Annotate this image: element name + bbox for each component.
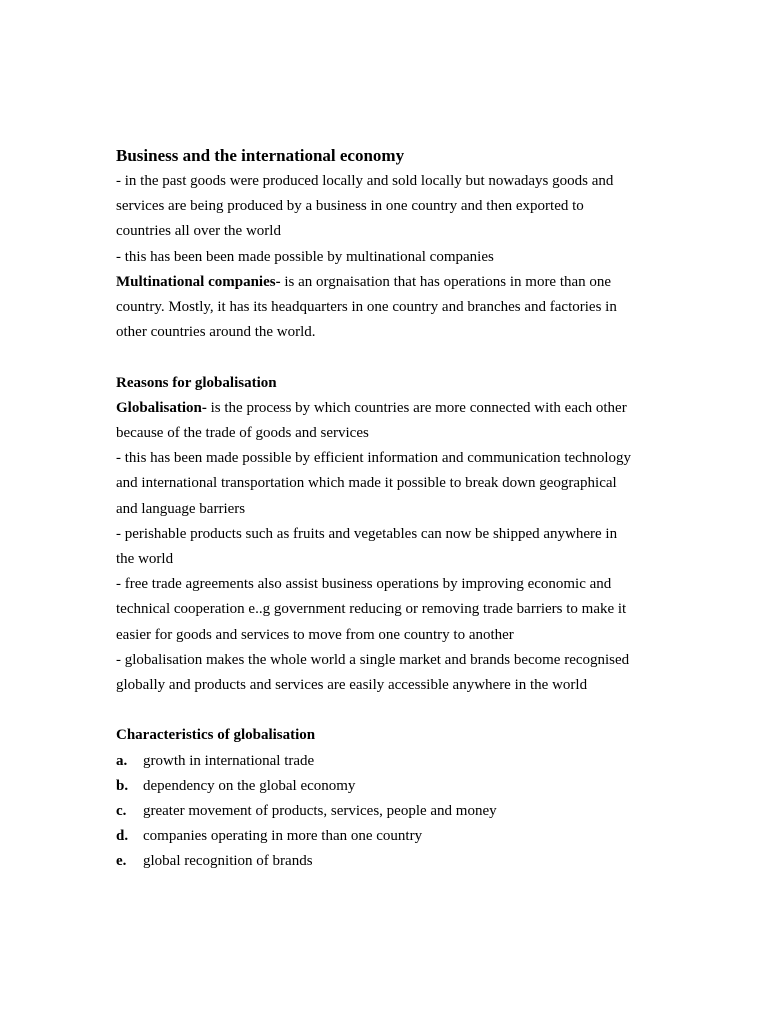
- paragraph-spacer: [116, 698, 656, 723]
- list-item: [116, 824, 656, 849]
- list-marker: d.: [116, 828, 129, 845]
- paragraph-line: - in the past goods were produced locally and sold locally but nowadays goods and: [116, 173, 614, 189]
- list-item: [116, 799, 656, 824]
- paragraph-line: easier for goods and services to move from one country to another: [116, 626, 514, 643]
- definition-globalisation: [116, 396, 656, 421]
- paragraph-line: - this has been made possible by efficient information and communication technology: [116, 450, 632, 467]
- paragraph-spacer: [116, 345, 656, 370]
- paragraph-line: because of the trade of goods and services: [116, 425, 369, 442]
- list-item-text: greater movement of products, services, people and money: [143, 803, 497, 820]
- list-marker: b.: [116, 777, 129, 794]
- list-marker: e.: [116, 853, 127, 870]
- list-item-text: global recognition of brands: [143, 853, 313, 870]
- definition-term: Multinational companies-: [116, 273, 281, 290]
- document-body: [116, 143, 656, 875]
- definition-text: is the process by which countries are more connected with each other: [206, 399, 627, 416]
- definition-text: is an orgnaisation that has operations in more than one: [280, 273, 612, 290]
- paragraph-line: globally and products and services are easily accessible anywhere in the world: [116, 677, 588, 694]
- paragraph-line: and international transportation which made it possible to break down geographical: [116, 475, 617, 492]
- paragraph-line: and language barriers: [116, 500, 246, 517]
- paragraph-line: - globalisation makes the whole world a single market and brands become recognised: [116, 651, 630, 668]
- paragraph-line: countries all over the world: [116, 223, 281, 240]
- paragraph-line: other countries around the world.: [116, 324, 316, 341]
- paragraph-line: services are being produced by a business in one country and then exported to: [116, 198, 584, 215]
- section-title-characteristics: Characteristics of globalisation: [116, 727, 316, 744]
- definition-term: Globalisation-: [116, 399, 207, 416]
- list-item: [116, 849, 656, 874]
- paragraph-line: country. Mostly, it has its headquarters in one country and branches and factories in: [116, 299, 617, 316]
- list-item-text: companies operating in more than one country: [143, 828, 423, 845]
- list-item-text: growth in international trade: [143, 752, 315, 769]
- section-title-reasons: Reasons for globalisation: [116, 374, 277, 391]
- list-marker: c.: [116, 803, 127, 820]
- list-item-text: dependency on the global economy: [143, 777, 356, 794]
- paragraph-line: - perishable products such as fruits and vegetables can now be shipped anywhere in: [116, 525, 618, 542]
- list-marker: a.: [116, 752, 128, 769]
- definition-multinational: [116, 270, 656, 295]
- list-item: [116, 774, 656, 799]
- paragraph-line: technical cooperation e..g government reducing or removing trade barriers to make it: [116, 601, 627, 618]
- paragraph-line: - free trade agreements also assist business operations by improving economic and: [116, 576, 612, 593]
- list-item: [116, 749, 656, 774]
- paragraph-line: - this has been been made possible by multinational companies: [116, 248, 494, 265]
- paragraph-line: the world: [116, 551, 174, 568]
- section-title-international-economy: Business and the international economy: [116, 146, 405, 165]
